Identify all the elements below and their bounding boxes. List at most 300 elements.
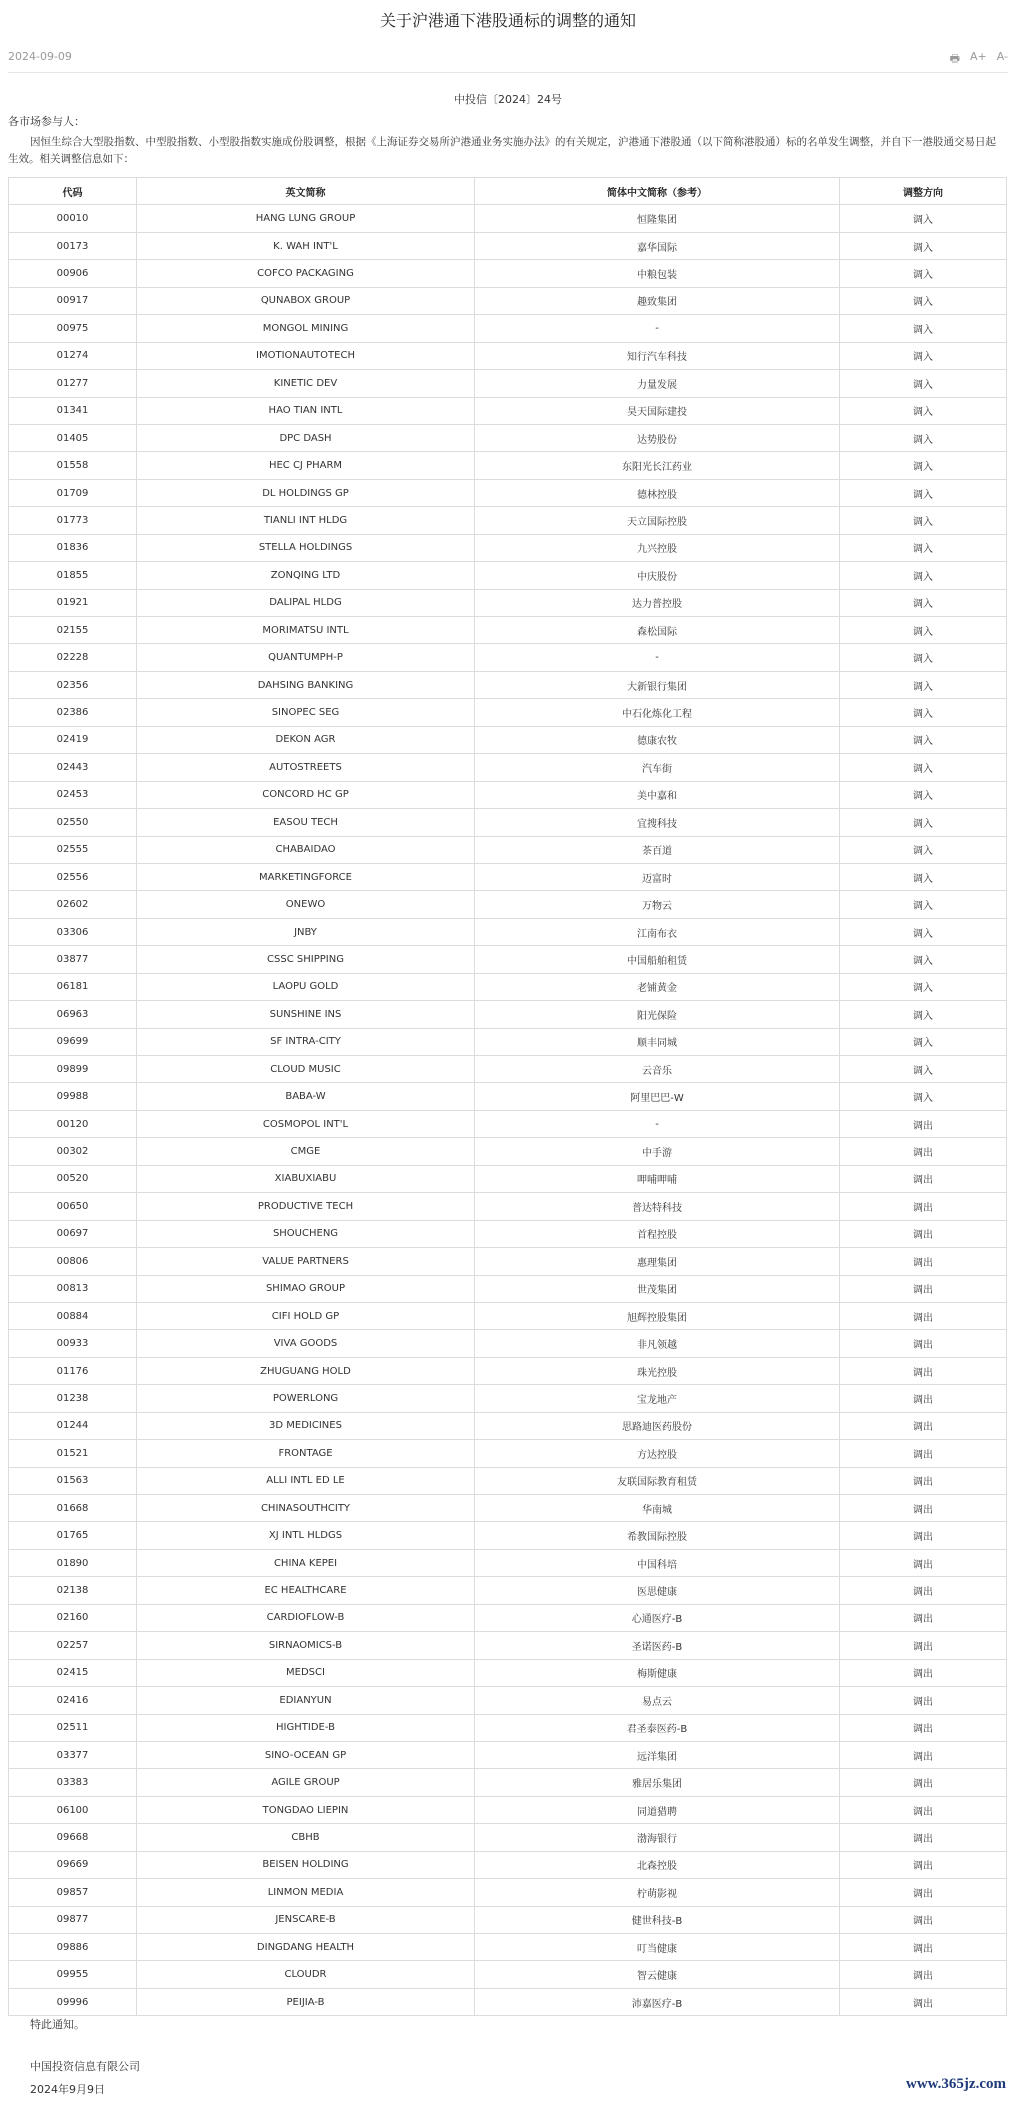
cell-code: 01668: [9, 1495, 137, 1522]
cell-english-name: DAHSING BANKING: [137, 671, 475, 698]
cell-chinese-name: 大新银行集团: [475, 671, 840, 698]
table-row: [9, 1110, 1007, 1137]
table-row: [9, 1357, 1007, 1384]
cell-chinese-name: 思路迪医药股份: [475, 1412, 840, 1439]
cell-code: 02386: [9, 699, 137, 726]
cell-code: 00806: [9, 1248, 137, 1275]
cell-chinese-name: 首程控股: [475, 1220, 840, 1247]
cell-direction: 调入: [840, 644, 1007, 671]
cell-english-name: CLOUD MUSIC: [137, 1056, 475, 1083]
cell-code: 09699: [9, 1028, 137, 1055]
cell-direction: 调出: [840, 1330, 1007, 1357]
body-paragraph: 因恒生综合大型股指数、中型股指数、小型股指数实施成份股调整，根据《上海证券交易所沪港通业务实施办法》的有关规定，沪港通下港股通（以下简称港股通）标的名单发生调整，并自下一港股通交易日起生效。相关调整信息如下：: [8, 136, 996, 165]
header-english-name: 英文简称: [137, 178, 475, 205]
cell-direction: 调出: [840, 1357, 1007, 1384]
cell-code: 01405: [9, 424, 137, 451]
cell-code: 02155: [9, 617, 137, 644]
cell-direction: 调入: [840, 699, 1007, 726]
header-direction: 调整方向: [840, 178, 1007, 205]
cell-code: 02550: [9, 809, 137, 836]
cell-chinese-name: 天立国际控股: [475, 507, 840, 534]
cell-chinese-name: 宝龙地产: [475, 1385, 840, 1412]
table-row: [9, 315, 1007, 342]
table-row: [9, 1330, 1007, 1357]
cell-code: 00813: [9, 1275, 137, 1302]
cell-english-name: SHIMAO GROUP: [137, 1275, 475, 1302]
cell-english-name: MEDSCI: [137, 1659, 475, 1686]
article-tools: [950, 50, 1008, 69]
cell-code: 09857: [9, 1879, 137, 1906]
table-row: [9, 534, 1007, 561]
cell-code: 01773: [9, 507, 137, 534]
table-row: [9, 589, 1007, 616]
cell-english-name: SHOUCHENG: [137, 1220, 475, 1247]
table-row: [9, 397, 1007, 424]
table-row: [9, 863, 1007, 890]
cell-english-name: DL HOLDINGS GP: [137, 479, 475, 506]
cell-chinese-name: 九兴控股: [475, 534, 840, 561]
table-row: [9, 973, 1007, 1000]
cell-chinese-name: 中国船舶租赁: [475, 946, 840, 973]
cell-direction: 调入: [840, 726, 1007, 753]
cell-english-name: CBHB: [137, 1824, 475, 1851]
cell-code: 02416: [9, 1687, 137, 1714]
cell-direction: 调出: [840, 1659, 1007, 1686]
cell-english-name: CLOUDR: [137, 1961, 475, 1988]
cell-code: 02257: [9, 1632, 137, 1659]
cell-code: 00302: [9, 1138, 137, 1165]
cell-english-name: JENSCARE-B: [137, 1906, 475, 1933]
cell-direction: 调入: [840, 315, 1007, 342]
cell-chinese-name: 远洋集团: [475, 1741, 840, 1768]
cell-english-name: BABA-W: [137, 1083, 475, 1110]
cell-direction: 调出: [840, 1988, 1007, 2015]
table-row: [9, 617, 1007, 644]
cell-chinese-name: 中庆股份: [475, 562, 840, 589]
cell-english-name: CIFI HOLD GP: [137, 1302, 475, 1329]
table-row: [9, 1193, 1007, 1220]
table-row: [9, 699, 1007, 726]
cell-chinese-name: 普达特科技: [475, 1193, 840, 1220]
cell-english-name: AGILE GROUP: [137, 1769, 475, 1796]
cell-chinese-name: 惠理集团: [475, 1248, 840, 1275]
cell-english-name: STELLA HOLDINGS: [137, 534, 475, 561]
table-row: [9, 507, 1007, 534]
cell-code: 03383: [9, 1769, 137, 1796]
closing-notice: 特此通知。: [30, 2018, 85, 2031]
publish-date: 2024-09-09: [8, 50, 72, 63]
cell-english-name: CARDIOFLOW-B: [137, 1604, 475, 1631]
cell-direction: 调入: [840, 1083, 1007, 1110]
cell-direction: 调出: [840, 1495, 1007, 1522]
table-row: [9, 479, 1007, 506]
cell-code: 02356: [9, 671, 137, 698]
font-increase-button[interactable]: A+: [969, 50, 987, 63]
cell-chinese-name: 世茂集团: [475, 1275, 840, 1302]
cell-direction: 调入: [840, 534, 1007, 561]
cell-code: 09955: [9, 1961, 137, 1988]
font-decrease-button[interactable]: A-: [996, 50, 1008, 63]
cell-chinese-name: 东阳光长江药业: [475, 452, 840, 479]
cell-chinese-name: 华南城: [475, 1495, 840, 1522]
table-row: [9, 1549, 1007, 1576]
cell-direction: 调入: [840, 671, 1007, 698]
table-body: [9, 205, 1007, 2016]
cell-chinese-name: 旭辉控股集团: [475, 1302, 840, 1329]
cell-code: 06963: [9, 1001, 137, 1028]
cell-direction: 调入: [840, 260, 1007, 287]
cell-chinese-name: 君圣泰医药-B: [475, 1714, 840, 1741]
cell-code: 02228: [9, 644, 137, 671]
cell-direction: 调出: [840, 1577, 1007, 1604]
cell-chinese-name: 江南布衣: [475, 918, 840, 945]
cell-english-name: HIGHTIDE-B: [137, 1714, 475, 1741]
cell-direction: 调入: [840, 342, 1007, 369]
cell-english-name: FRONTAGE: [137, 1440, 475, 1467]
cell-chinese-name: 希教国际控股: [475, 1522, 840, 1549]
cell-direction: 调出: [840, 1879, 1007, 1906]
cell-chinese-name: 力量发展: [475, 370, 840, 397]
cell-code: 00975: [9, 315, 137, 342]
cell-direction: 调入: [840, 479, 1007, 506]
cell-english-name: LAOPU GOLD: [137, 973, 475, 1000]
table-row: [9, 1741, 1007, 1768]
table-header-row: [9, 178, 1007, 205]
cell-chinese-name: 达势股份: [475, 424, 840, 451]
table-row: [9, 1001, 1007, 1028]
cell-english-name: PRODUCTIVE TECH: [137, 1193, 475, 1220]
cell-code: 00010: [9, 205, 137, 232]
cell-direction: 调出: [840, 1851, 1007, 1878]
cell-direction: 调出: [840, 1440, 1007, 1467]
table-row: [9, 1988, 1007, 2015]
cell-code: 09899: [9, 1056, 137, 1083]
cell-direction: 调入: [840, 562, 1007, 589]
table-row: [9, 260, 1007, 287]
cell-code: 03877: [9, 946, 137, 973]
cell-chinese-name: 中国科培: [475, 1549, 840, 1576]
cell-direction: 调出: [840, 1961, 1007, 1988]
article-meta: [8, 50, 1008, 70]
cell-direction: 调出: [840, 1769, 1007, 1796]
cell-chinese-name: 中粮包装: [475, 260, 840, 287]
header-chinese-name: 简体中文简称（参考）: [475, 178, 840, 205]
cell-english-name: VALUE PARTNERS: [137, 1248, 475, 1275]
issuer-name: 中国投资信息有限公司: [30, 2060, 140, 2073]
cell-code: 00120: [9, 1110, 137, 1137]
cell-english-name: CHABAIDAO: [137, 836, 475, 863]
cell-english-name: SINO-OCEAN GP: [137, 1741, 475, 1768]
table-row: [9, 370, 1007, 397]
cell-code: 03377: [9, 1741, 137, 1768]
cell-english-name: AUTOSTREETS: [137, 754, 475, 781]
cell-direction: 调入: [840, 232, 1007, 259]
cell-chinese-name: 北森控股: [475, 1851, 840, 1878]
print-icon[interactable]: 🖶: [949, 52, 960, 65]
cell-direction: 调入: [840, 754, 1007, 781]
table-row: [9, 891, 1007, 918]
cell-code: 01836: [9, 534, 137, 561]
cell-direction: 调出: [840, 1796, 1007, 1823]
cell-english-name: QUANTUMPH-P: [137, 644, 475, 671]
cell-english-name: IMOTIONAUTOTECH: [137, 342, 475, 369]
cell-chinese-name: 医思健康: [475, 1577, 840, 1604]
cell-english-name: 3D MEDICINES: [137, 1412, 475, 1439]
cell-code: 09988: [9, 1083, 137, 1110]
cell-direction: 调出: [840, 1412, 1007, 1439]
table-row: [9, 946, 1007, 973]
cell-chinese-name: 中石化炼化工程: [475, 699, 840, 726]
cell-english-name: MORIMATSU INTL: [137, 617, 475, 644]
page-title: 关于沪港通下港股通标的调整的通知: [379, 11, 636, 30]
cell-code: 01238: [9, 1385, 137, 1412]
table-row: [9, 1687, 1007, 1714]
cell-chinese-name: 阳光保险: [475, 1001, 840, 1028]
cell-code: 01274: [9, 342, 137, 369]
cell-direction: 调入: [840, 1056, 1007, 1083]
cell-chinese-name: 美中嘉和: [475, 781, 840, 808]
table-row: [9, 1138, 1007, 1165]
cell-code: 01521: [9, 1440, 137, 1467]
watermark: www.365jz.com: [906, 2076, 1006, 2092]
cell-english-name: ZHUGUANG HOLD: [137, 1357, 475, 1384]
cell-english-name: SIRNAOMICS-B: [137, 1632, 475, 1659]
cell-code: 00520: [9, 1165, 137, 1192]
table-row: [9, 1961, 1007, 1988]
table-row: [9, 1824, 1007, 1851]
table-row: [9, 1083, 1007, 1110]
cell-english-name: EASOU TECH: [137, 809, 475, 836]
cell-english-name: DINGDANG HEALTH: [137, 1934, 475, 1961]
cell-code: 02443: [9, 754, 137, 781]
cell-direction: 调出: [840, 1522, 1007, 1549]
cell-chinese-name: -: [475, 644, 840, 671]
table-row: [9, 644, 1007, 671]
table-row: [9, 562, 1007, 589]
cell-direction: 调出: [840, 1248, 1007, 1275]
cell-chinese-name: 嘉华国际: [475, 232, 840, 259]
cell-direction: 调入: [840, 781, 1007, 808]
cell-direction: 调入: [840, 1001, 1007, 1028]
cell-english-name: SF INTRA-CITY: [137, 1028, 475, 1055]
cell-english-name: HEC CJ PHARM: [137, 452, 475, 479]
cell-code: 09886: [9, 1934, 137, 1961]
table-row: [9, 1165, 1007, 1192]
table-row: [9, 781, 1007, 808]
table-row: [9, 342, 1007, 369]
cell-direction: 调出: [840, 1741, 1007, 1768]
table-row: [9, 452, 1007, 479]
cell-direction: 调入: [840, 507, 1007, 534]
cell-english-name: PEIJIA-B: [137, 1988, 475, 2015]
cell-code: 01558: [9, 452, 137, 479]
cell-english-name: CMGE: [137, 1138, 475, 1165]
cell-direction: 调出: [840, 1549, 1007, 1576]
cell-english-name: HAO TIAN INTL: [137, 397, 475, 424]
cell-direction: 调出: [840, 1193, 1007, 1220]
table-row: [9, 1028, 1007, 1055]
cell-chinese-name: 森松国际: [475, 617, 840, 644]
cell-chinese-name: 昊天国际建投: [475, 397, 840, 424]
cell-code: 00884: [9, 1302, 137, 1329]
cell-chinese-name: 阿里巴巴-W: [475, 1083, 840, 1110]
cell-english-name: VIVA GOODS: [137, 1330, 475, 1357]
cell-chinese-name: -: [475, 315, 840, 342]
cell-code: 01921: [9, 589, 137, 616]
cell-english-name: CHINA KEPEI: [137, 1549, 475, 1576]
cell-direction: 调出: [840, 1138, 1007, 1165]
cell-english-name: COSMOPOL INT'L: [137, 1110, 475, 1137]
cell-direction: 调出: [840, 1632, 1007, 1659]
cell-chinese-name: 健世科技-B: [475, 1906, 840, 1933]
cell-english-name: ZONQING LTD: [137, 562, 475, 589]
table-row: [9, 754, 1007, 781]
table-row: [9, 1412, 1007, 1439]
table-row: [9, 1577, 1007, 1604]
table-row: [9, 836, 1007, 863]
cell-chinese-name: 渤海银行: [475, 1824, 840, 1851]
cell-code: 03306: [9, 918, 137, 945]
cell-english-name: TONGDAO LIEPIN: [137, 1796, 475, 1823]
table-row: [9, 1385, 1007, 1412]
cell-english-name: MONGOL MINING: [137, 315, 475, 342]
table-row: [9, 1934, 1007, 1961]
cell-english-name: K. WAH INT'L: [137, 232, 475, 259]
cell-chinese-name: 趣致集团: [475, 287, 840, 314]
table-row: [9, 1056, 1007, 1083]
cell-english-name: SUNSHINE INS: [137, 1001, 475, 1028]
cell-direction: 调出: [840, 1906, 1007, 1933]
cell-english-name: JNBY: [137, 918, 475, 945]
table-row: [9, 1302, 1007, 1329]
table-row: [9, 1714, 1007, 1741]
table-row: [9, 1879, 1007, 1906]
cell-code: 06100: [9, 1796, 137, 1823]
cell-code: 02138: [9, 1577, 137, 1604]
cell-english-name: DPC DASH: [137, 424, 475, 451]
table-row: [9, 1467, 1007, 1494]
cell-direction: 调入: [840, 809, 1007, 836]
cell-chinese-name: 呷哺呷哺: [475, 1165, 840, 1192]
cell-code: 02556: [9, 863, 137, 890]
cell-code: 02419: [9, 726, 137, 753]
cell-code: 09877: [9, 1906, 137, 1933]
cell-english-name: EDIANYUN: [137, 1687, 475, 1714]
cell-code: 01765: [9, 1522, 137, 1549]
cell-english-name: BEISEN HOLDING: [137, 1851, 475, 1878]
cell-code: 09668: [9, 1824, 137, 1851]
adjustment-table: [8, 177, 1007, 2016]
cell-direction: 调入: [840, 836, 1007, 863]
table-row: [9, 205, 1007, 232]
cell-chinese-name: 老铺黄金: [475, 973, 840, 1000]
cell-direction: 调出: [840, 1934, 1007, 1961]
cell-chinese-name: 宜搜科技: [475, 809, 840, 836]
cell-direction: 调出: [840, 1687, 1007, 1714]
table-row: [9, 1248, 1007, 1275]
divider: [8, 72, 1008, 73]
cell-english-name: COFCO PACKAGING: [137, 260, 475, 287]
cell-chinese-name: 中手游: [475, 1138, 840, 1165]
cell-code: 01341: [9, 397, 137, 424]
cell-code: 00917: [9, 287, 137, 314]
cell-code: 02453: [9, 781, 137, 808]
cell-chinese-name: 梅斯健康: [475, 1659, 840, 1686]
cell-direction: 调出: [840, 1385, 1007, 1412]
cell-code: 02160: [9, 1604, 137, 1631]
cell-direction: 调入: [840, 946, 1007, 973]
table-row: [9, 1275, 1007, 1302]
cell-chinese-name: 心通医疗-B: [475, 1604, 840, 1631]
cell-code: 02511: [9, 1714, 137, 1741]
cell-direction: 调出: [840, 1302, 1007, 1329]
cell-code: 06181: [9, 973, 137, 1000]
cell-direction: 调入: [840, 397, 1007, 424]
table-row: [9, 1604, 1007, 1631]
table-row: [9, 1796, 1007, 1823]
cell-chinese-name: 同道猎聘: [475, 1796, 840, 1823]
cell-code: 01277: [9, 370, 137, 397]
cell-chinese-name: 达力普控股: [475, 589, 840, 616]
cell-code: 02415: [9, 1659, 137, 1686]
cell-code: 02602: [9, 891, 137, 918]
table-row: [9, 424, 1007, 451]
table-row: [9, 809, 1007, 836]
cell-english-name: CHINASOUTHCITY: [137, 1495, 475, 1522]
cell-chinese-name: 叮当健康: [475, 1934, 840, 1961]
table-row: [9, 1220, 1007, 1247]
table-row: [9, 1495, 1007, 1522]
cell-code: 01244: [9, 1412, 137, 1439]
cell-code: 00173: [9, 232, 137, 259]
cell-chinese-name: 万物云: [475, 891, 840, 918]
cell-direction: 调出: [840, 1824, 1007, 1851]
cell-chinese-name: 知行汽车科技: [475, 342, 840, 369]
cell-direction: 调出: [840, 1165, 1007, 1192]
cell-english-name: POWERLONG: [137, 1385, 475, 1412]
cell-chinese-name: 非凡领越: [475, 1330, 840, 1357]
table-row: [9, 287, 1007, 314]
cell-code: 00933: [9, 1330, 137, 1357]
table-row: [9, 1659, 1007, 1686]
table-row: [9, 1851, 1007, 1878]
cell-chinese-name: 沛嘉医疗-B: [475, 1988, 840, 2015]
cell-chinese-name: 圣诺医药-B: [475, 1632, 840, 1659]
cell-code: 00906: [9, 260, 137, 287]
cell-chinese-name: 恒隆集团: [475, 205, 840, 232]
table-row: [9, 232, 1007, 259]
cell-chinese-name: 雅居乐集团: [475, 1769, 840, 1796]
cell-chinese-name: 德林控股: [475, 479, 840, 506]
cell-direction: 调入: [840, 1028, 1007, 1055]
cell-direction: 调出: [840, 1110, 1007, 1137]
cell-direction: 调出: [840, 1714, 1007, 1741]
cell-direction: 调入: [840, 205, 1007, 232]
table-row: [9, 1632, 1007, 1659]
cell-english-name: SINOPEC SEG: [137, 699, 475, 726]
cell-direction: 调入: [840, 863, 1007, 890]
cell-english-name: CONCORD HC GP: [137, 781, 475, 808]
cell-direction: 调出: [840, 1275, 1007, 1302]
cell-english-name: LINMON MEDIA: [137, 1879, 475, 1906]
cell-english-name: DALIPAL HLDG: [137, 589, 475, 616]
cell-code: 00697: [9, 1220, 137, 1247]
cell-chinese-name: 柠萌影视: [475, 1879, 840, 1906]
table-row: [9, 1440, 1007, 1467]
cell-direction: 调出: [840, 1220, 1007, 1247]
table-row: [9, 1906, 1007, 1933]
cell-english-name: QUNABOX GROUP: [137, 287, 475, 314]
